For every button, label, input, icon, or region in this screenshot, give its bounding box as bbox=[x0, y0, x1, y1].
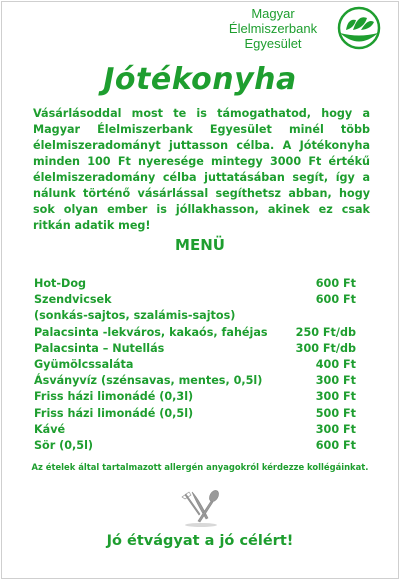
menu-item bbox=[34, 341, 356, 357]
menu-item-price: 600 Ft bbox=[315, 438, 356, 452]
menu-item-name: (sonkás-sajtos, szalámis-sajtos) bbox=[34, 309, 236, 323]
menu-item bbox=[34, 308, 356, 324]
menu-item-name: Palacsinta -lekváros, kakaós, fahéjas bbox=[34, 325, 268, 339]
menu-item bbox=[34, 357, 356, 373]
menu-heading: MENÜ bbox=[175, 236, 225, 254]
menu-item bbox=[34, 292, 356, 308]
menu-item-name: Palacsinta – Nutellás bbox=[34, 341, 165, 355]
logo-line-2: Élelmiszerbank bbox=[228, 21, 318, 36]
menu-item-name: Hot-Dog bbox=[34, 277, 87, 290]
menu-item-price: 300 Ft/db bbox=[295, 341, 356, 355]
menu-item bbox=[34, 325, 356, 341]
logo-text bbox=[210, 6, 336, 51]
food-bank-emblem-icon bbox=[334, 6, 384, 52]
cutlery-icon bbox=[178, 488, 224, 528]
menu-item-price: 600 Ft bbox=[315, 293, 356, 307]
menu-list bbox=[34, 276, 356, 454]
logo-line-3: Egyesület bbox=[244, 36, 302, 51]
footer-slogan: Jó étvágyat a jó célért! bbox=[106, 533, 294, 549]
menu-item-price: 250 Ft/db bbox=[295, 325, 356, 339]
menu-item-name: Friss házi limonádé (0,3l) bbox=[34, 390, 194, 404]
menu-item-name: Szendvicsek bbox=[34, 293, 112, 307]
menu-item bbox=[34, 276, 356, 292]
menu-item bbox=[34, 438, 356, 454]
menu-item bbox=[34, 373, 356, 389]
menu-item-name: Sör (0,5l) bbox=[34, 438, 94, 452]
menu-item-name: Ásványvíz (szénsavas, mentes, 0,5l) bbox=[34, 374, 263, 388]
menu-item-name: Friss házi limonádé (0,5l) bbox=[34, 406, 194, 420]
menu-item bbox=[34, 406, 356, 422]
page-title: Jótékonyha bbox=[103, 62, 297, 97]
menu-item bbox=[34, 422, 356, 438]
intro-paragraph: Vásárlásoddal most te is támogathatod, hogy a Magyar Élelmiszerbank Egyesület minél több élelmiszeradományt juttasson célba. A Jótékonyha minden 100 Ft nyeresége mintegy 3000 Ft értékű élelmiszeradomány célba juttatásában segít, így a nálunk történő vásárlással segíthetsz abban, hogy sok olyan ember is jóllakhasson, akinek ez csak ritkán adatik meg! bbox=[33, 107, 370, 232]
menu-item-price: 600 Ft bbox=[315, 277, 356, 290]
menu-item-price: 500 Ft bbox=[315, 406, 356, 420]
menu-item-price: 300 Ft bbox=[315, 422, 356, 436]
menu-item-price: 400 Ft bbox=[315, 357, 356, 371]
menu-item-price: 300 Ft bbox=[315, 390, 356, 404]
menu-item bbox=[34, 389, 356, 405]
logo-line-1: Magyar bbox=[251, 6, 295, 21]
menu-item-name: Gyümölcssaláta bbox=[34, 357, 134, 371]
menu-item-price: 300 Ft bbox=[315, 374, 356, 388]
allergen-note: Az ételek által tartalmazott allergén anyagokról kérdezze kollégáinkat. bbox=[31, 462, 369, 472]
logo bbox=[210, 6, 390, 56]
menu-item-name: Kávé bbox=[34, 422, 66, 436]
